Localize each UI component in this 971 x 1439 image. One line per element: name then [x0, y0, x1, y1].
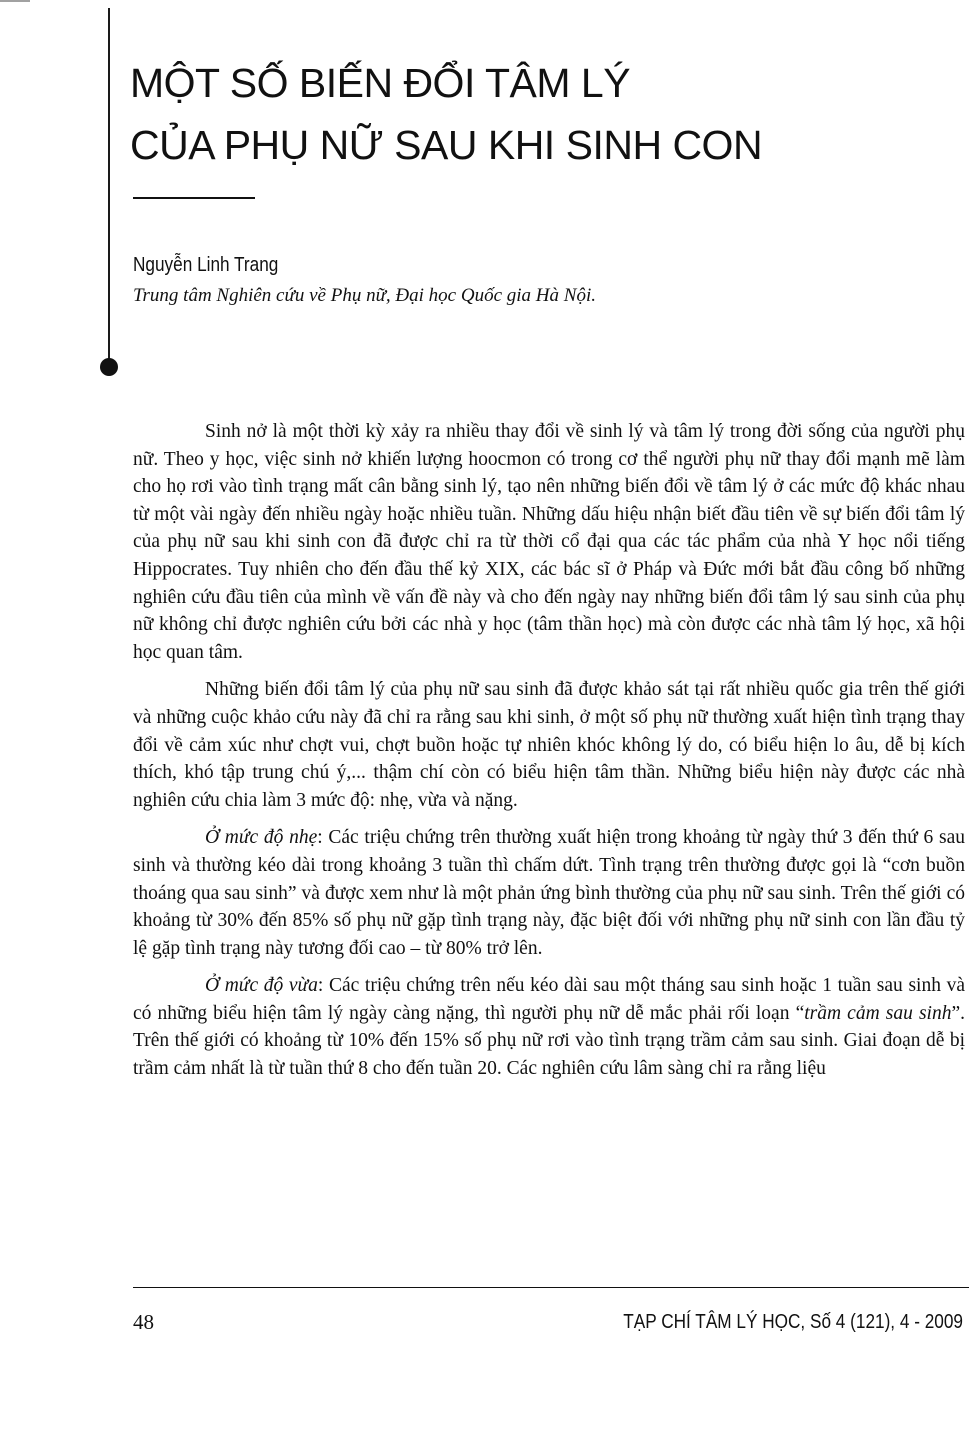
body-paragraph-2: Những biến đổi tâm lý của phụ nữ sau sinh đã được khảo sát tại rất nhiều quốc gia trên thế giới và những cuộc khảo cứu này đã chỉ ra rằng sau khi sinh, ở một số phụ nữ thường xuất hiện tình trạng thay đổi về cảm xúc như chợt vui, chợt buồn hoặc tự nhiên khóc không lý do, có biểu hiện lo âu, dễ bị kích thích, khó tập trung chú ý,... thậm chí còn có biểu hiện tâm thần. Những biểu hiện này được các nhà nghiên cứu chia làm 3 mức độ: nhẹ, vừa và nặng.: [133, 679, 965, 811]
paragraph-4-text-b: ”. Trên thế giới có khoảng từ 10% đến 15% số phụ nữ rơi vào tình trạng trầm cảm sau sinh. Giai đoạn dễ bị trầm cảm nhất là từ tuần thứ 8 cho đến tuần 20. Các nghiên cứu lâm sàng chỉ ra rằng liệu: [133, 1002, 966, 1080]
margin-vertical-rule: [108, 8, 110, 366]
paragraph-3-text: : Các triệu chứng trên thường xuất hiện trong khoảng từ ngày thứ 3 đến thứ 6 sau sinh và thường kéo dài trong khoảng 3 tuần thì chấm dứt. Tình trạng trên thường được gọi là “cơn buồn thoáng qua sau sinh” và được xem như là một phản ứng bình thường của phụ nữ sau sinh. Trên thế giới có khoảng từ 30% đến 85% số phụ nữ gặp tình trạng này, đặc biệt đối với những phụ nữ sinh con lần đầu tỷ lệ gặp tình trạng này tương đối cao – từ 80% trở lên.: [133, 827, 965, 959]
article-title: [130, 52, 950, 176]
paragraph-4-text-a: : Các triệu chứng trên nếu kéo dài sau một tháng sau sinh hoặc 1 tuần sau sinh và có những biểu hiện tâm lý ngày càng nặng, thì người phụ nữ dễ mắc phải rối loạn “: [133, 975, 965, 1024]
journal-citation: TẠP CHÍ TÂM LÝ HỌC, Số 4 (121), 4 - 2009: [623, 1311, 963, 1333]
paragraph-3-heading: Ở mức độ nhẹ: [205, 827, 318, 849]
footer-rule: [133, 1287, 969, 1288]
body-paragraph-1: Sinh nở là một thời kỳ xảy ra nhiều thay đổi về sinh lý và tâm lý trong đời sống của người phụ nữ. Theo y học, việc sinh nở khiến lượng hoocmon có trong cơ thể người phụ nữ thay đổi mạnh mẽ làm cho họ rơi vào tình trạng mất cân bằng sinh lý, tạo nên những biến đổi về tâm lý ở các mức độ khác nhau từ một vài ngày đến nhiều ngày hoặc nhiều tuần. Những dấu hiệu nhận biết đầu tiên về sự biến đổi tâm lý của phụ nữ sau khi sinh con đã được chỉ ra từ thời cổ đại qua các tác phẩm của nhà Y học nổi tiếng Hippocrates. Tuy nhiên cho đến đầu thế kỷ XIX, các bác sĩ ở Pháp và Đức mới bắt đầu công bố những nghiên cứu đầu tiên của mình về vấn đề này và cho đến ngày nay những biến đổi tâm lý sau sinh của phụ nữ không chỉ được nghiên cứu bởi các nhà y học (tâm thần học) mà còn được các nhà tâm lý học, xã hội học quan tâm.: [133, 421, 965, 663]
author-affiliation: Trung tâm Nghiên cứu về Phụ nữ, Đại học Quốc gia Hà Nội.: [133, 285, 596, 306]
article-body: [133, 418, 965, 1093]
paragraph-4-term: trầm cảm sau sinh: [804, 1002, 952, 1024]
paragraph-4-heading: Ở mức độ vừa: [205, 975, 318, 997]
margin-bullet-dot: [100, 358, 118, 376]
body-paragraph-4: [133, 972, 965, 1082]
scan-corner-mark: [0, 0, 30, 22]
title-underline-rule: [133, 197, 255, 199]
author-name: Nguyễn Linh Trang: [133, 254, 279, 276]
title-line-1: MỘT SỐ BIẾN ĐỔI TÂM LÝ: [130, 60, 631, 106]
page-number: 48: [133, 1310, 154, 1334]
body-paragraph-3: [133, 824, 965, 962]
title-line-2: CỦA PHỤ NỮ SAU KHI SINH CON: [130, 122, 763, 168]
